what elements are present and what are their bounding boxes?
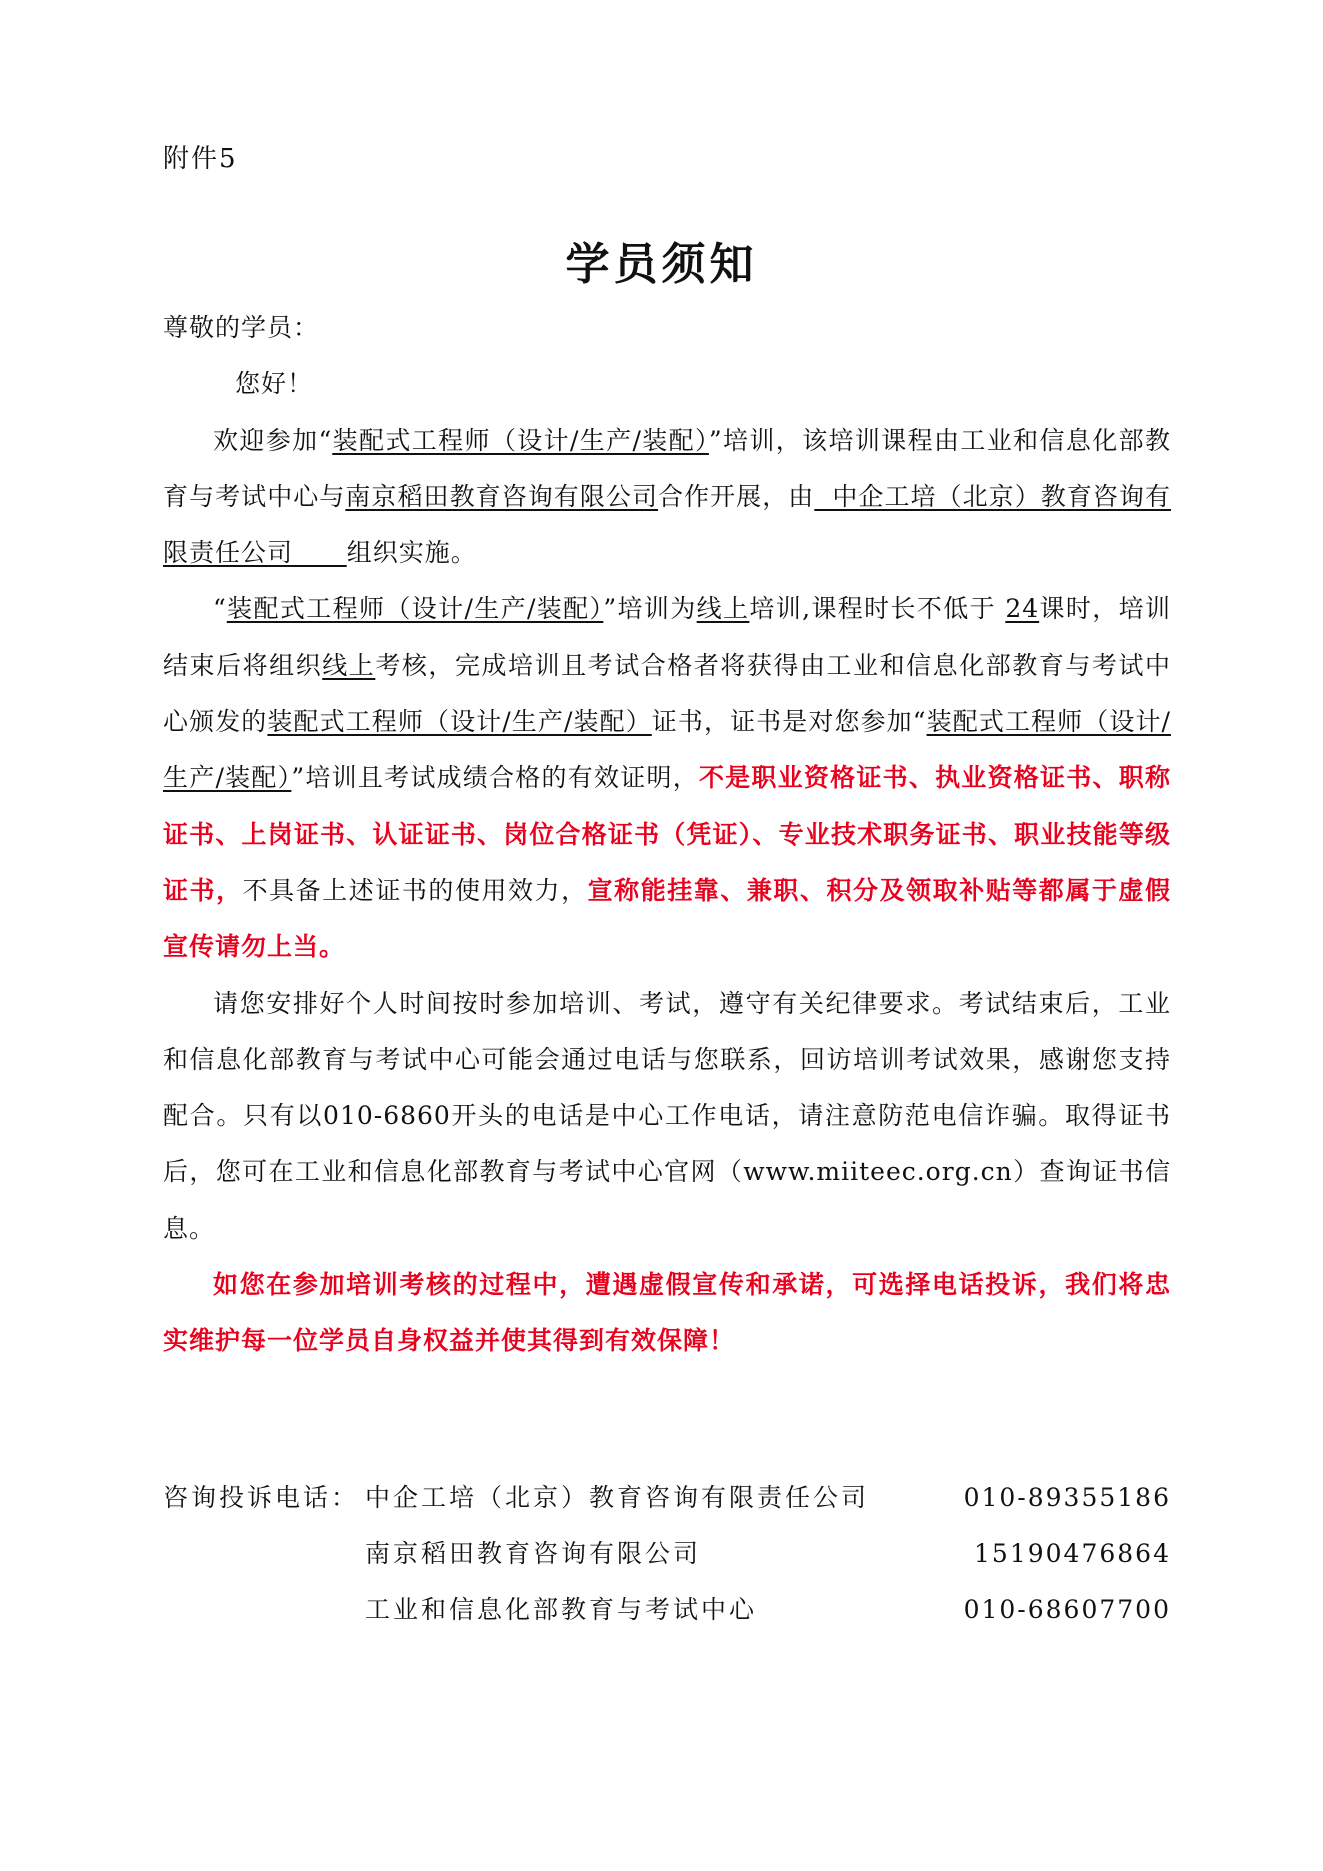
annex-label: 附件5 (163, 144, 238, 174)
course-name: 装配式工程师（设计/生产/装配） (226, 594, 604, 624)
paragraph-schedule: 请您安排好个人时间按时参加培训、考试，遵守有关纪律要求。考试结束后，工业和信息化部教育与考试中心可能会通过电话与您联系，回访培训考试效果，感谢您支持配合。只有以010-6860开头的电话是中心工作电话，请注意防范电信诈骗。取得证书后，您可在工业和信息化部教育与考试中心官网（www.miiteec.org.cn）查询证书信息。 (163, 988, 1171, 1243)
text-span: 不具备上述证书的使用效力， (242, 875, 588, 905)
greeting: 尊敬的学员： (163, 313, 320, 342)
course-name: 装配式工程师（设计/生产/装配） (332, 425, 709, 455)
course-name: 装配式工程师（设计/生产/装配） (163, 707, 1171, 793)
contact-phone: 15190476864 (974, 1539, 1171, 1568)
contact-phone: 010-89355186 (963, 1483, 1171, 1512)
page-title: 学员须知 (565, 239, 758, 290)
paragraph-training (163, 581, 1171, 975)
contact-list (163, 1470, 1171, 1638)
partner-name: 南京稻田教育咨询有限公司 (345, 481, 659, 511)
text-span: 合作开展，由 (658, 481, 815, 511)
text-span: 组织实施。 (346, 538, 477, 568)
warning-false-advertising: 宣称能挂靠、兼职、积分及领取补贴等都属于虚假宣传请勿上当。 (163, 875, 1171, 962)
contact-org: 工业和信息化部教育与考试中心 (365, 1595, 758, 1624)
warning-not-qualification: 不是职业资格证书、执业资格证书、职称证书、上岗证书、认证证书、岗位合格证书（凭证）、专业技术职务证书、职业技能等级证书， (163, 763, 1171, 905)
notice-body (163, 300, 1171, 1370)
text-span: ”培训为 (603, 594, 697, 624)
text-span: 培训,课程时长不低于 (749, 594, 1006, 624)
text-span: 课时，培训结束后将组织 (163, 594, 1171, 680)
organizer-name: 中企工培（北京）教育咨询有限责任公司 (163, 481, 1171, 568)
contact-org: 南京稻田教育咨询有限公司 (365, 1539, 702, 1568)
paragraph-complaint: 如您在参加培训考核的过程中，遭遇虚假宣传和承诺，可选择电话投诉，我们将忠实维护每一位学员自身权益并使其得到有效保障！ (163, 1270, 1171, 1356)
exam-mode: 线上 (322, 650, 376, 680)
text-span: 考核，完成培训且考试合格者将获得由工业和信息化部教育与考试中心颁发的 (163, 650, 1171, 737)
contact-org: 中企工培（北京）教育咨询有限责任公司 (365, 1483, 870, 1512)
certificate-name: 装配式工程师（设计/生产/装配） (267, 707, 652, 737)
text-span: “ (213, 594, 227, 624)
hello-line: 您好！ (235, 369, 314, 399)
text-span: 欢迎参加“ (213, 425, 333, 455)
contact-label: 咨询投诉电话： (163, 1483, 360, 1512)
text-span: 证书，证书是对您参加“ (651, 707, 927, 737)
text-span: ”培训，该培训课程由工业和信息化部教育与考试中心与 (163, 425, 1171, 511)
training-mode: 线上 (696, 594, 750, 624)
contact-row (163, 1470, 1171, 1526)
paragraph-intro (163, 413, 1171, 582)
text-span: ”培训且考试成绩合格的有效证明， (291, 763, 699, 793)
contact-row (163, 1526, 1171, 1582)
contact-phone: 010-68607700 (963, 1595, 1171, 1624)
course-hours: 24 (1005, 594, 1040, 624)
contact-row (163, 1582, 1171, 1638)
